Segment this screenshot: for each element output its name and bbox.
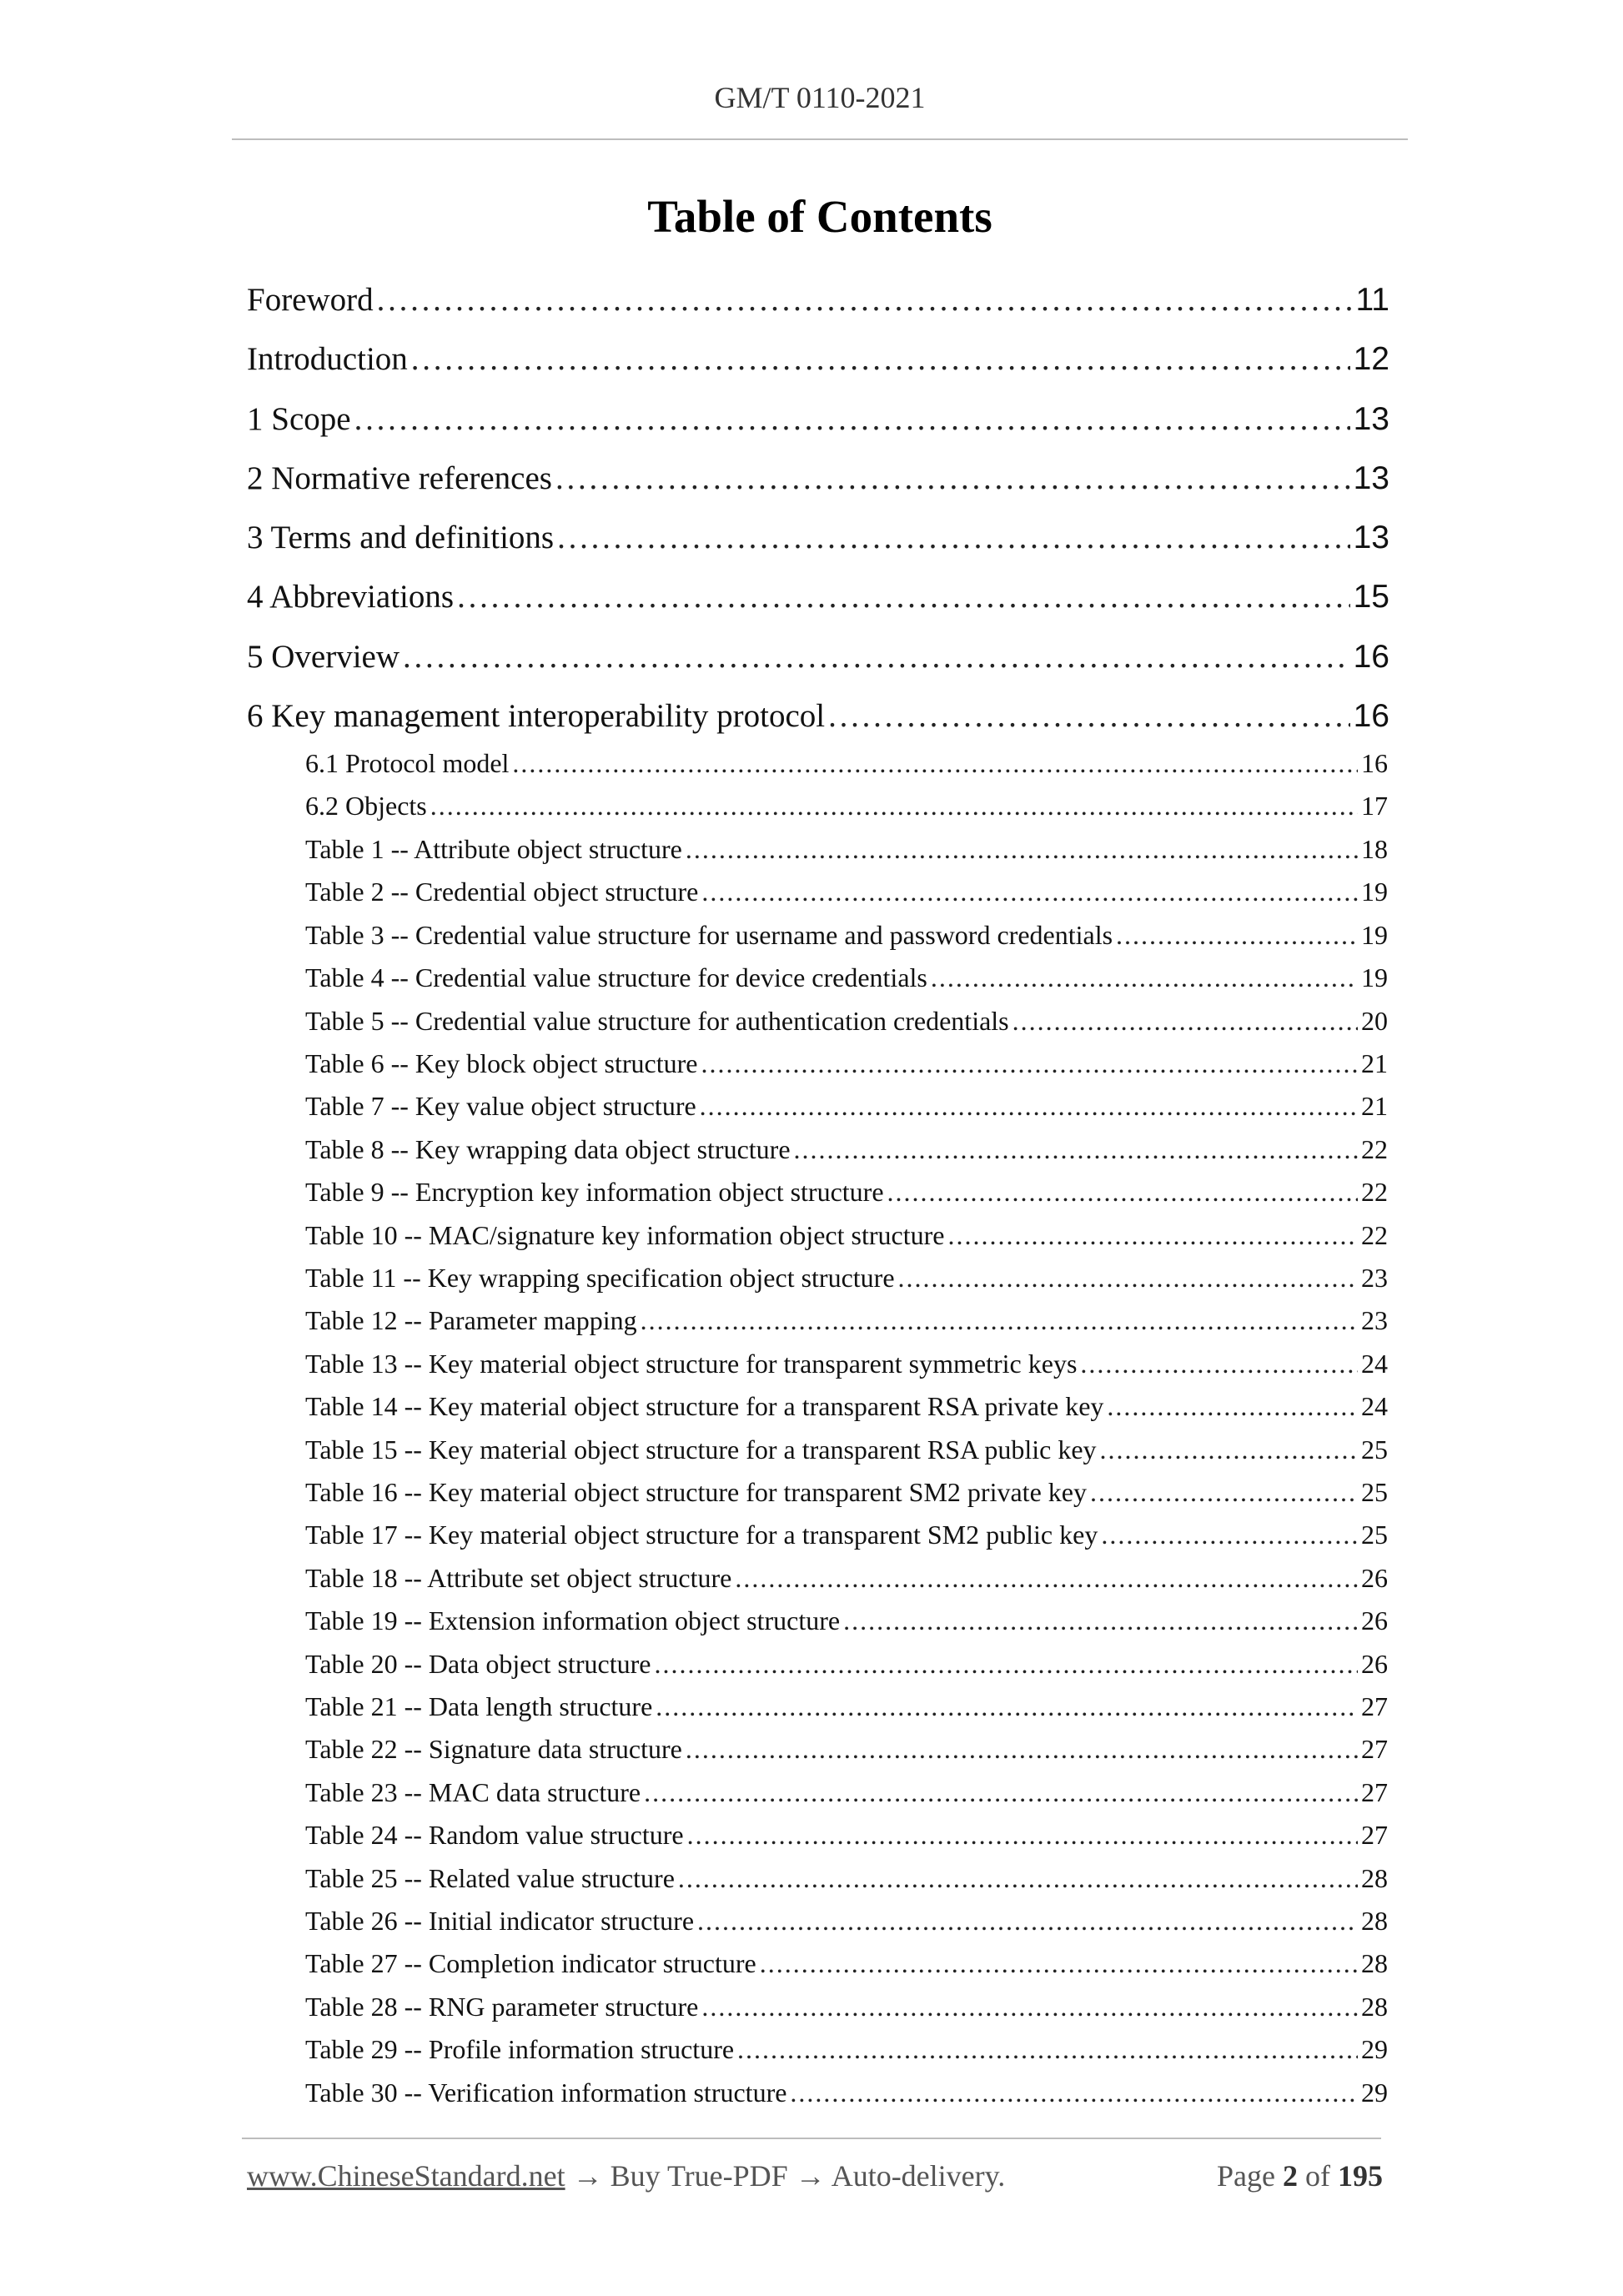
- toc-dot-leader: [697, 1902, 1358, 1939]
- toc-entry-title: Table 18 -- Attribute set object structure: [305, 1563, 732, 1593]
- toc-entry[interactable]: [305, 1045, 1388, 1082]
- toc-entry[interactable]: [247, 279, 1389, 322]
- header-divider: [232, 138, 1408, 140]
- toc-entry-page-number: 16: [1353, 639, 1389, 675]
- toc-entry[interactable]: [305, 1302, 1388, 1339]
- toc-dot-leader: [377, 279, 1353, 322]
- toc-entry-page-number: 12: [1353, 341, 1389, 377]
- toc-entry-title: Table 17 -- Key material object structure for a transparent SM2 public key: [305, 1520, 1098, 1550]
- toc-dot-leader: [947, 1217, 1358, 1254]
- toc-entry-title: Table 19 -- Extension information object structure: [305, 1605, 841, 1635]
- toc-entry[interactable]: [305, 745, 1388, 781]
- toc-entry-page-number: 24: [1361, 1391, 1388, 1421]
- toc-dot-leader: [700, 1088, 1358, 1124]
- toc-dot-leader: [1107, 1388, 1358, 1424]
- toc-entry[interactable]: [305, 1217, 1388, 1254]
- toc-dot-leader: [1101, 1516, 1358, 1553]
- toc-entry[interactable]: [305, 917, 1388, 953]
- toc-dot-leader: [931, 959, 1358, 996]
- footer-divider: [242, 2138, 1381, 2139]
- toc-entry[interactable]: [305, 1388, 1388, 1424]
- toc-entry[interactable]: [305, 831, 1388, 867]
- toc-entry[interactable]: [305, 1088, 1388, 1124]
- toc-entry-page-number: 16: [1361, 748, 1388, 778]
- toc-entry-page-number: 26: [1361, 1605, 1388, 1635]
- toc-entry-page-number: 21: [1361, 1048, 1388, 1078]
- toc-entry[interactable]: [305, 1602, 1388, 1639]
- toc-dot-leader: [644, 1774, 1358, 1811]
- toc-entry[interactable]: [247, 695, 1389, 738]
- toc-dot-leader: [512, 745, 1358, 781]
- toc-entry-title: Table 30 -- Verification information structure: [305, 2077, 787, 2108]
- toc-entry-page-number: 13: [1353, 520, 1389, 555]
- toc-entry-title: 6.1 Protocol model: [305, 748, 510, 778]
- toc-entry-title: 6 Key management interoperability protocol: [247, 698, 826, 734]
- toc-entry[interactable]: [305, 1131, 1388, 1168]
- toc-entry-page-number: 28: [1361, 1948, 1388, 1978]
- toc-dot-leader: [790, 2074, 1358, 2111]
- of-word: of: [1305, 2159, 1330, 2193]
- toc-dot-leader: [686, 1731, 1358, 1767]
- toc-entry-page-number: 29: [1361, 2034, 1388, 2064]
- toc-dot-leader: [457, 575, 1350, 619]
- toc-dot-leader: [403, 636, 1350, 679]
- toc-entry[interactable]: [247, 636, 1389, 679]
- toc-entry-page-number: 27: [1361, 1777, 1388, 1807]
- toc-dot-leader: [887, 1173, 1358, 1210]
- toc-entry-page-number: 19: [1361, 877, 1388, 907]
- toc-entry-page-number: 16: [1353, 698, 1389, 734]
- toc-entry-title: Table 29 -- Profile information structure: [305, 2034, 735, 2064]
- toc-dot-leader: [794, 1131, 1358, 1168]
- toc-entry-title: Table 12 -- Parameter mapping: [305, 1305, 637, 1335]
- toc-entry[interactable]: [247, 338, 1389, 381]
- toc-entry-page-number: 25: [1361, 1477, 1388, 1507]
- toc-dot-leader: [760, 1945, 1358, 1982]
- toc-dot-leader: [843, 1602, 1358, 1639]
- toc-entry-page-number: 22: [1361, 1220, 1388, 1250]
- toc-entry-title: 6.2 Objects: [305, 791, 427, 821]
- toc-entry[interactable]: [247, 457, 1389, 500]
- toc-entry[interactable]: [305, 1945, 1388, 1982]
- toc-entry[interactable]: [247, 398, 1389, 441]
- toc-entry-title: Table 3 -- Credential value structure for username and password credentials: [305, 920, 1113, 950]
- toc-entry-title: Table 11 -- Key wrapping specification object structure: [305, 1263, 895, 1293]
- toc-entry-title: Table 6 -- Key block object structure: [305, 1048, 698, 1078]
- toc-entry-title: 3 Terms and definitions: [247, 520, 555, 555]
- toc-entry-page-number: 27: [1361, 1820, 1388, 1850]
- toc-entry-title: Table 27 -- Completion indicator structure: [305, 1948, 756, 1978]
- toc-dot-leader: [641, 1302, 1358, 1339]
- toc-dot-leader: [1012, 1002, 1358, 1039]
- toc-entry-page-number: 23: [1361, 1263, 1388, 1293]
- toc-entry[interactable]: [305, 1345, 1388, 1382]
- total-pages: 195: [1338, 2159, 1383, 2193]
- toc-dot-leader: [678, 1860, 1358, 1897]
- toc-entry-title: Table 21 -- Data length structure: [305, 1691, 653, 1721]
- toc-entry-page-number: 15: [1353, 579, 1389, 615]
- toc-entry[interactable]: [305, 1474, 1388, 1510]
- toc-entry-title: Table 23 -- MAC data structure: [305, 1777, 641, 1807]
- toc-entry-page-number: 24: [1361, 1349, 1388, 1379]
- toc-dot-leader: [898, 1259, 1358, 1296]
- toc-entry-page-number: 27: [1361, 1691, 1388, 1721]
- toc-entry-page-number: 25: [1361, 1434, 1388, 1465]
- toc-entry-page-number: 28: [1361, 1863, 1388, 1893]
- toc-dot-leader: [354, 398, 1350, 441]
- toc-entry[interactable]: [247, 516, 1389, 560]
- toc-entry-page-number: 13: [1353, 460, 1389, 496]
- toc-dot-leader: [701, 1988, 1358, 2025]
- current-page-number: 2: [1283, 2159, 1298, 2193]
- page-counter: [1217, 2158, 1383, 2193]
- page-footer: [247, 2158, 1383, 2200]
- toc-entry[interactable]: [305, 2074, 1388, 2111]
- toc-entry[interactable]: [305, 1988, 1388, 2025]
- toc-entry[interactable]: [305, 1731, 1388, 1767]
- toc-entry[interactable]: [305, 1002, 1388, 1039]
- toc-entry-page-number: 11: [1355, 282, 1389, 318]
- toc-entry-title: Table 8 -- Key wrapping data object structure: [305, 1134, 791, 1164]
- toc-dot-leader: [1116, 917, 1358, 953]
- toc-entry-title: Table 9 -- Encryption key information object structure: [305, 1177, 884, 1207]
- toc-entry-title: Table 15 -- Key material object structure for a transparent RSA public key: [305, 1434, 1097, 1465]
- toc-entry-title: 4 Abbreviations: [247, 579, 455, 615]
- toc-entry-title: Table 1 -- Attribute object structure: [305, 834, 682, 864]
- toc-entry-title: 2 Normative references: [247, 460, 552, 496]
- toc-dot-leader: [735, 1560, 1358, 1596]
- toc-entry[interactable]: [305, 1431, 1388, 1468]
- toc-dot-leader: [411, 338, 1350, 381]
- toc-entry-title: Table 22 -- Signature data structure: [305, 1734, 682, 1764]
- toc-entry-page-number: 22: [1361, 1134, 1388, 1164]
- toc-entry[interactable]: [305, 1645, 1388, 1682]
- toc-entry-title: 5 Overview: [247, 639, 400, 675]
- toc-entry[interactable]: [305, 1173, 1388, 1210]
- toc-entry-title: 1 Scope: [247, 401, 351, 437]
- toc-dot-leader: [1100, 1431, 1358, 1468]
- toc-entry[interactable]: [305, 959, 1388, 996]
- toc-entry[interactable]: [305, 1774, 1388, 1811]
- toc-dot-leader: [687, 1816, 1358, 1853]
- toc-entry-title: Table 25 -- Related value structure: [305, 1863, 675, 1893]
- toc-dot-leader: [557, 516, 1350, 560]
- toc-entry-title: Table 24 -- Random value structure: [305, 1820, 684, 1850]
- toc-entry-title: Table 4 -- Credential value structure for device credentials: [305, 962, 927, 992]
- toc-dot-leader: [654, 1645, 1358, 1682]
- toc-entry-page-number: 19: [1361, 920, 1388, 950]
- toc-dot-leader: [737, 2031, 1358, 2067]
- toc-entry-title: Table 26 -- Initial indicator structure: [305, 1906, 695, 1936]
- footer-site-link[interactable]: www.ChineseStandard.net: [247, 2159, 565, 2193]
- toc-dot-leader: [701, 1045, 1358, 1082]
- toc-entry[interactable]: [305, 1516, 1388, 1553]
- toc-entry-page-number: 21: [1361, 1091, 1388, 1121]
- toc-entry-title: Table 2 -- Credential object structure: [305, 877, 699, 907]
- toc-entry[interactable]: [305, 1816, 1388, 1853]
- toc-entry-title: Table 13 -- Key material object structure for transparent symmetric keys: [305, 1349, 1078, 1379]
- toc-entry[interactable]: [305, 787, 1388, 824]
- toc-dot-leader: [555, 457, 1350, 500]
- toc-entry[interactable]: [305, 1860, 1388, 1897]
- toc-entry-page-number: 17: [1361, 791, 1388, 821]
- toc-entry-page-number: 13: [1353, 401, 1389, 437]
- toc-entry-page-number: 23: [1361, 1305, 1388, 1335]
- toc-dot-leader: [1080, 1345, 1358, 1382]
- toc-dot-leader: [656, 1688, 1358, 1725]
- toc-entry-page-number: 20: [1361, 1006, 1388, 1036]
- toc-dot-leader: [430, 787, 1358, 824]
- toc-entry-page-number: 28: [1361, 1906, 1388, 1936]
- toc-entry[interactable]: [305, 1259, 1388, 1296]
- toc-entry[interactable]: [305, 1902, 1388, 1939]
- toc-entry-title: Table 7 -- Key value object structure: [305, 1091, 696, 1121]
- toc-entry-page-number: 26: [1361, 1563, 1388, 1593]
- toc-entry-title: Table 28 -- RNG parameter structure: [305, 1992, 699, 2022]
- toc-entry-page-number: 28: [1361, 1992, 1388, 2022]
- toc-entry-page-number: 26: [1361, 1649, 1388, 1679]
- toc-entry-page-number: 25: [1361, 1520, 1388, 1550]
- page-title: Table of Contents: [647, 191, 992, 242]
- running-header: GM/T 0110-2021: [714, 81, 926, 114]
- page-word: Page: [1217, 2159, 1275, 2193]
- toc-entry-title: Introduction: [247, 341, 408, 377]
- toc-entry-page-number: 22: [1361, 1177, 1388, 1207]
- toc-entry[interactable]: [247, 575, 1389, 619]
- toc-dot-leader: [701, 873, 1358, 910]
- toc-entry[interactable]: [305, 2031, 1388, 2067]
- toc-dot-leader: [686, 831, 1358, 867]
- toc-entry-page-number: 19: [1361, 962, 1388, 992]
- toc-entry-page-number: 29: [1361, 2077, 1388, 2108]
- toc-entry[interactable]: [305, 1560, 1388, 1596]
- footer-promo: [247, 2158, 1005, 2193]
- toc-entry-title: Table 14 -- Key material object structure for a transparent RSA private key: [305, 1391, 1104, 1421]
- toc-dot-leader: [828, 695, 1350, 738]
- toc-entry[interactable]: [305, 1688, 1388, 1725]
- toc-entry-title: Table 5 -- Credential value structure for authentication credentials: [305, 1006, 1009, 1036]
- toc-entry-title: Table 20 -- Data object structure: [305, 1649, 651, 1679]
- toc-entry[interactable]: [305, 873, 1388, 910]
- footer-promo-text: → Buy True-PDF → Auto-delivery.: [565, 2159, 1006, 2193]
- toc-dot-leader: [1090, 1474, 1358, 1510]
- toc-entry-title: Table 16 -- Key material object structure for transparent SM2 private key: [305, 1477, 1087, 1507]
- toc-entry-page-number: 18: [1361, 834, 1388, 864]
- toc-entry-title: Table 10 -- MAC/signature key information object structure: [305, 1220, 945, 1250]
- toc-entry-page-number: 27: [1361, 1734, 1388, 1764]
- toc-entry-title: Foreword: [247, 282, 374, 318]
